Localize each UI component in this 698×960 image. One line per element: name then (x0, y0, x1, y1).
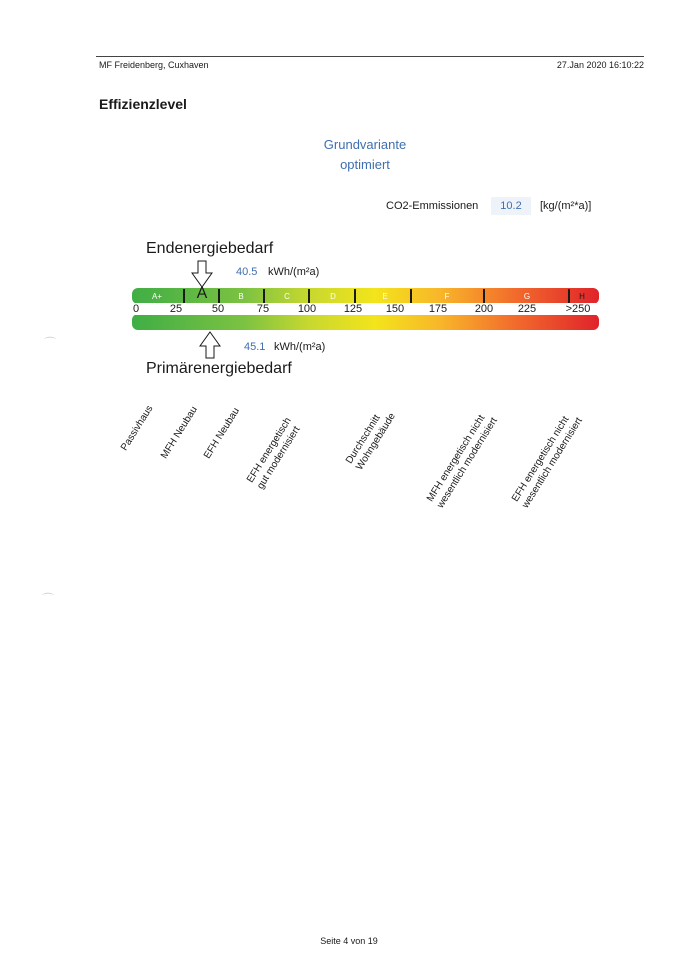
class-divider (354, 289, 356, 303)
category-label: Passivhaus (119, 403, 156, 453)
class-label: G (523, 292, 531, 301)
scale-tick: 50 (211, 303, 225, 315)
section-title: Effizienzlevel (99, 96, 187, 112)
scale-tick: 200 (474, 303, 494, 315)
class-label: F (444, 292, 450, 301)
header-rule (96, 56, 644, 57)
class-divider (410, 289, 412, 303)
scale-tick: 75 (256, 303, 270, 315)
page-number: Seite 4 von 19 (320, 936, 378, 946)
primaerenergie-unit: kWh/(m²a) (274, 341, 326, 353)
variant-title: Grundvariante (323, 137, 407, 152)
endenergie-unit: kWh/(m²a) (268, 266, 320, 278)
class-divider (308, 289, 310, 303)
variant-subtitle: optimiert (340, 157, 390, 172)
scale-tick: 125 (343, 303, 363, 315)
class-label: E (382, 292, 388, 301)
class-label: D (330, 292, 336, 301)
class-label-current: A (196, 285, 208, 302)
class-label: C (284, 292, 290, 301)
scale-tick: 100 (297, 303, 317, 315)
scale-tick: 225 (517, 303, 537, 315)
scan-mark: ⌒ (42, 592, 55, 606)
primaerenergie-label: Primärenergiebedarf (146, 360, 292, 377)
scale-tick: >250 (565, 303, 591, 315)
category-label: MFH energetisch nicht wesentlich modernisiert (425, 413, 500, 511)
primaerenergie-arrow-icon (199, 331, 221, 359)
endenergie-arrow-icon (191, 260, 213, 288)
class-label: B (238, 292, 244, 301)
class-divider (183, 289, 185, 303)
co2-label: CO2-Emmissionen (386, 200, 479, 212)
category-label: MFH Neubau (159, 404, 200, 461)
class-label: H (579, 292, 585, 301)
scale-tick: 0 (132, 303, 140, 315)
primaerenergie-value: 45.1 (244, 341, 266, 353)
class-label: A+ (151, 292, 162, 301)
header-timestamp: 27.Jan 2020 16:10:22 (556, 60, 644, 70)
header-location: MF Freidenberg, Cuxhaven (99, 60, 209, 70)
energy-primary-band (132, 314, 599, 330)
class-divider (263, 289, 265, 303)
category-label: Durchschnitt Wohngebäude (344, 411, 398, 473)
class-divider (483, 289, 485, 303)
scale-tick: 150 (385, 303, 405, 315)
endenergie-label: Endenergiebedarf (146, 240, 274, 257)
category-label: EFH energetisch nicht wesentlich modernisiert (510, 414, 585, 511)
class-divider (218, 289, 220, 303)
scale-tick: 25 (169, 303, 183, 315)
scale-tick: 175 (428, 303, 448, 315)
scan-mark: ⌒ (44, 336, 57, 350)
category-label: EFH energetisch gut modernisiert (245, 415, 303, 492)
category-label: EFH Neubau (202, 405, 242, 461)
co2-unit: [kg/(m²*a)] (540, 200, 592, 212)
co2-value: 10.2 (491, 197, 531, 215)
endenergie-value: 40.5 (236, 266, 258, 278)
